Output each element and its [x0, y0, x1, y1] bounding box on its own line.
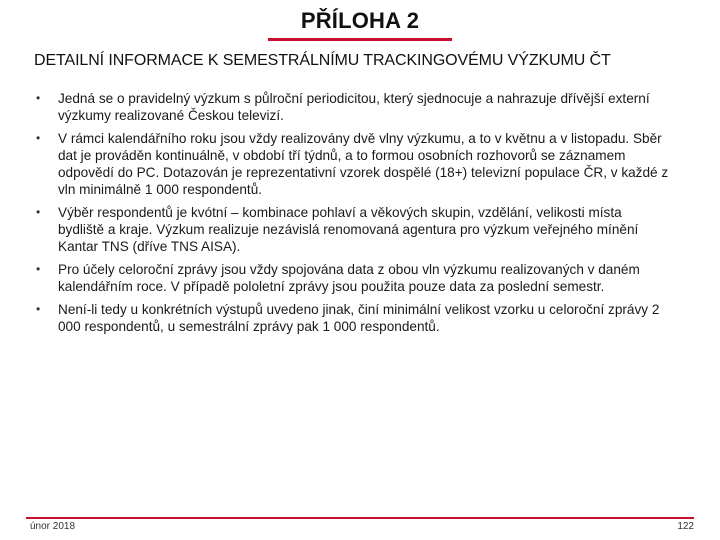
bullet-item-4 [34, 261, 670, 295]
bullet-item-5 [34, 301, 670, 335]
footer-date: únor 2018 [30, 521, 76, 532]
bullet-item-3 [34, 204, 670, 255]
bullet-text: Pro účely celoroční zprávy jsou vždy spojována data z obou vln výzkumu realizovaných v daném kalendářním roce. V případě pololetní zprávy jsou použita pouze data za poslední semestr. [58, 262, 640, 294]
bullet-icon: • [36, 205, 41, 219]
bullet-text: Jedná se o pravidelný výzkum s půlroční periodicitou, který sjednocuje a nahrazuje dřívější externí výzkumy realizované Českou televizí. [58, 91, 650, 123]
bullet-item-1 [34, 90, 670, 124]
bullet-icon: • [36, 91, 41, 105]
bullet-text: Výběr respondentů je kvótní – kombinace pohlaví a věkových skupin, vzdělání, velikosti místa bydliště a kraje. Výzkum realizuje nezávislá renomovaná agentura pro výzkum veřejného mínění Kantar TNS (dříve TNS AISA). [58, 205, 639, 254]
footer-divider [26, 517, 694, 519]
bullet-text: Není-li tedy u konkrétních výstupů uvedeno jinak, činí minimální velikost vzorku u celoroční zprávy 2 000 respondentů, u semestrální zprávy pak 1 000 respondentů. [58, 302, 660, 334]
bullet-icon: • [36, 131, 41, 145]
page-title: PŘÍLOHA 2 [300, 8, 420, 33]
bullet-item-2 [34, 130, 670, 198]
page-number: 122 [677, 521, 694, 532]
bullet-text: V rámci kalendářního roku jsou vždy realizovány dvě vlny výzkumu, a to v květnu a v listopadu. Sběr dat je prováděn kontinuálně, v období tří týdnů, a to formou osobních rozhovorů se záznamem odpovědí do PC. Dotazován je reprezentativní vzorek dospělé (18+) televizní populace ČR, v každé z vln minimálně 1 000 respondentů. [58, 131, 669, 197]
bullet-icon: • [36, 302, 41, 316]
title-underline [268, 38, 452, 41]
bullet-icon: • [36, 262, 41, 276]
section-heading: DETAILNÍ INFORMACE K SEMESTRÁLNÍMU TRACKINGOVÉMU VÝZKUMU ČT [34, 52, 611, 69]
bullet-list [34, 90, 670, 341]
